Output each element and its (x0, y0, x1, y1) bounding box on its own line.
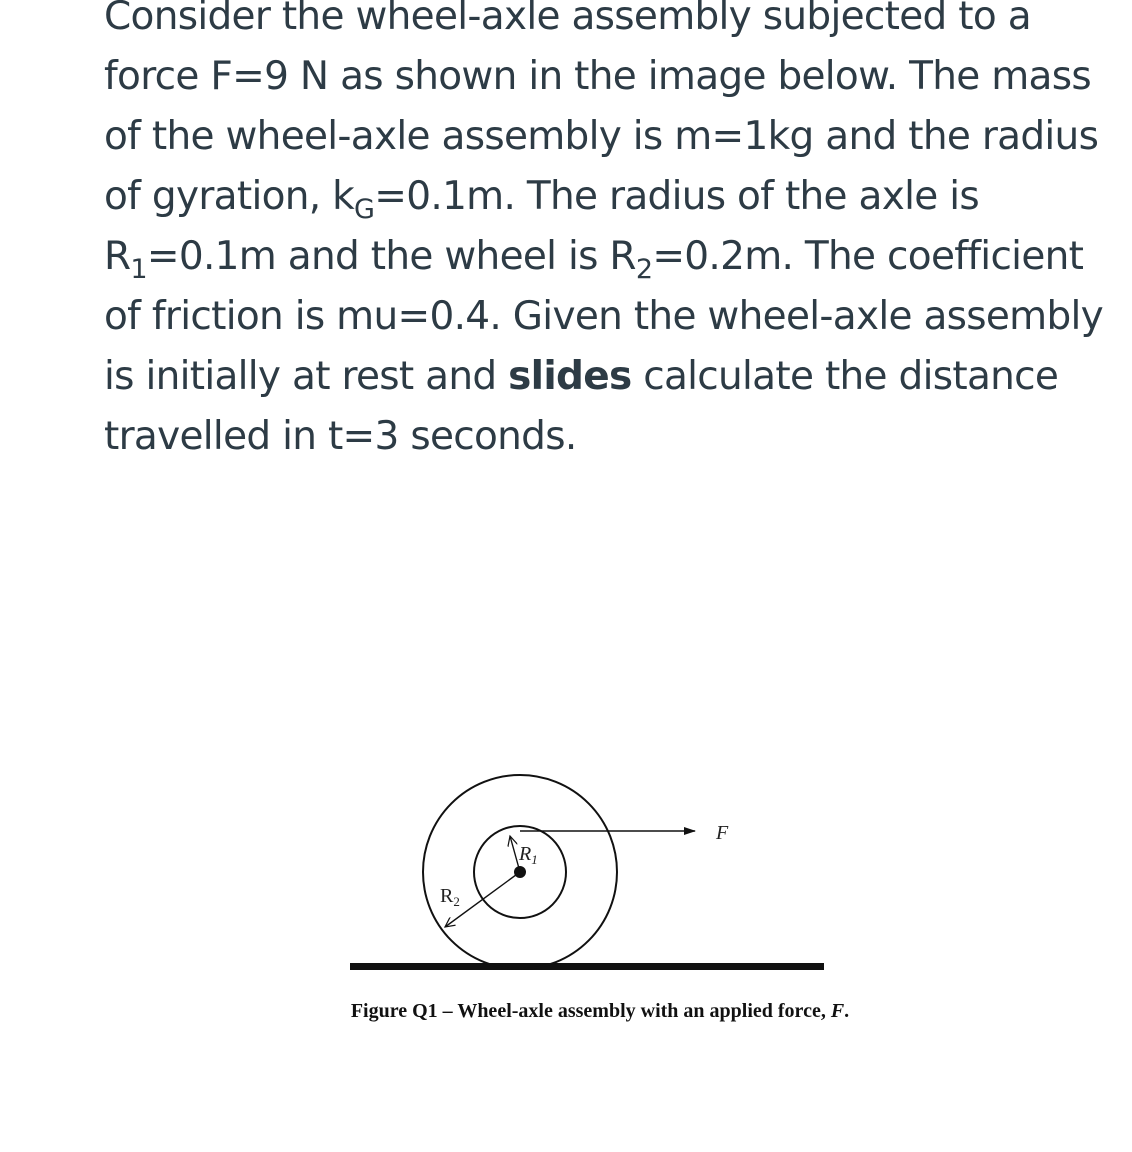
question-part-4: =0.2m. The coefficient of friction is mu=0.4. Given the wheel-axle assembly is initially at rest and (104, 234, 1104, 399)
question-part-2: =0.1m. The radius of the axle is R (104, 174, 980, 279)
force-label: F (716, 822, 729, 844)
wheel-axle-figure (300, 770, 900, 1040)
r2-subscript: 2 (635, 254, 653, 285)
r1-label: $R_1$ (519, 843, 538, 867)
r2-label: $R_2$ (440, 885, 460, 909)
figure-caption (300, 1000, 900, 1023)
question-paragraph (104, 0, 1114, 467)
caption-text: Figure Q1 – Wheel-axle assembly with an applied force, (350, 1000, 831, 1022)
caption-period: . (844, 1000, 850, 1022)
question-part-3: =0.1m and the wheel is R (146, 234, 636, 279)
ground-line (350, 963, 824, 970)
question-text (104, 0, 1114, 467)
question-part-5: calculate the distance travelled in t=3 seconds. (104, 354, 1059, 459)
kg-subscript: G (354, 194, 375, 225)
emphasis-slides: slides (508, 354, 632, 399)
wheel-axle-diagram (300, 770, 900, 1000)
caption-variable: F (830, 1000, 845, 1022)
r1-subscript: 1 (130, 254, 147, 285)
question-part-1: Consider the wheel-axle assembly subjected to a force F=9 N as shown in the image below. The mass of the wheel-axle assembly is m=1kg and the radius of gyration, k (104, 0, 1099, 219)
